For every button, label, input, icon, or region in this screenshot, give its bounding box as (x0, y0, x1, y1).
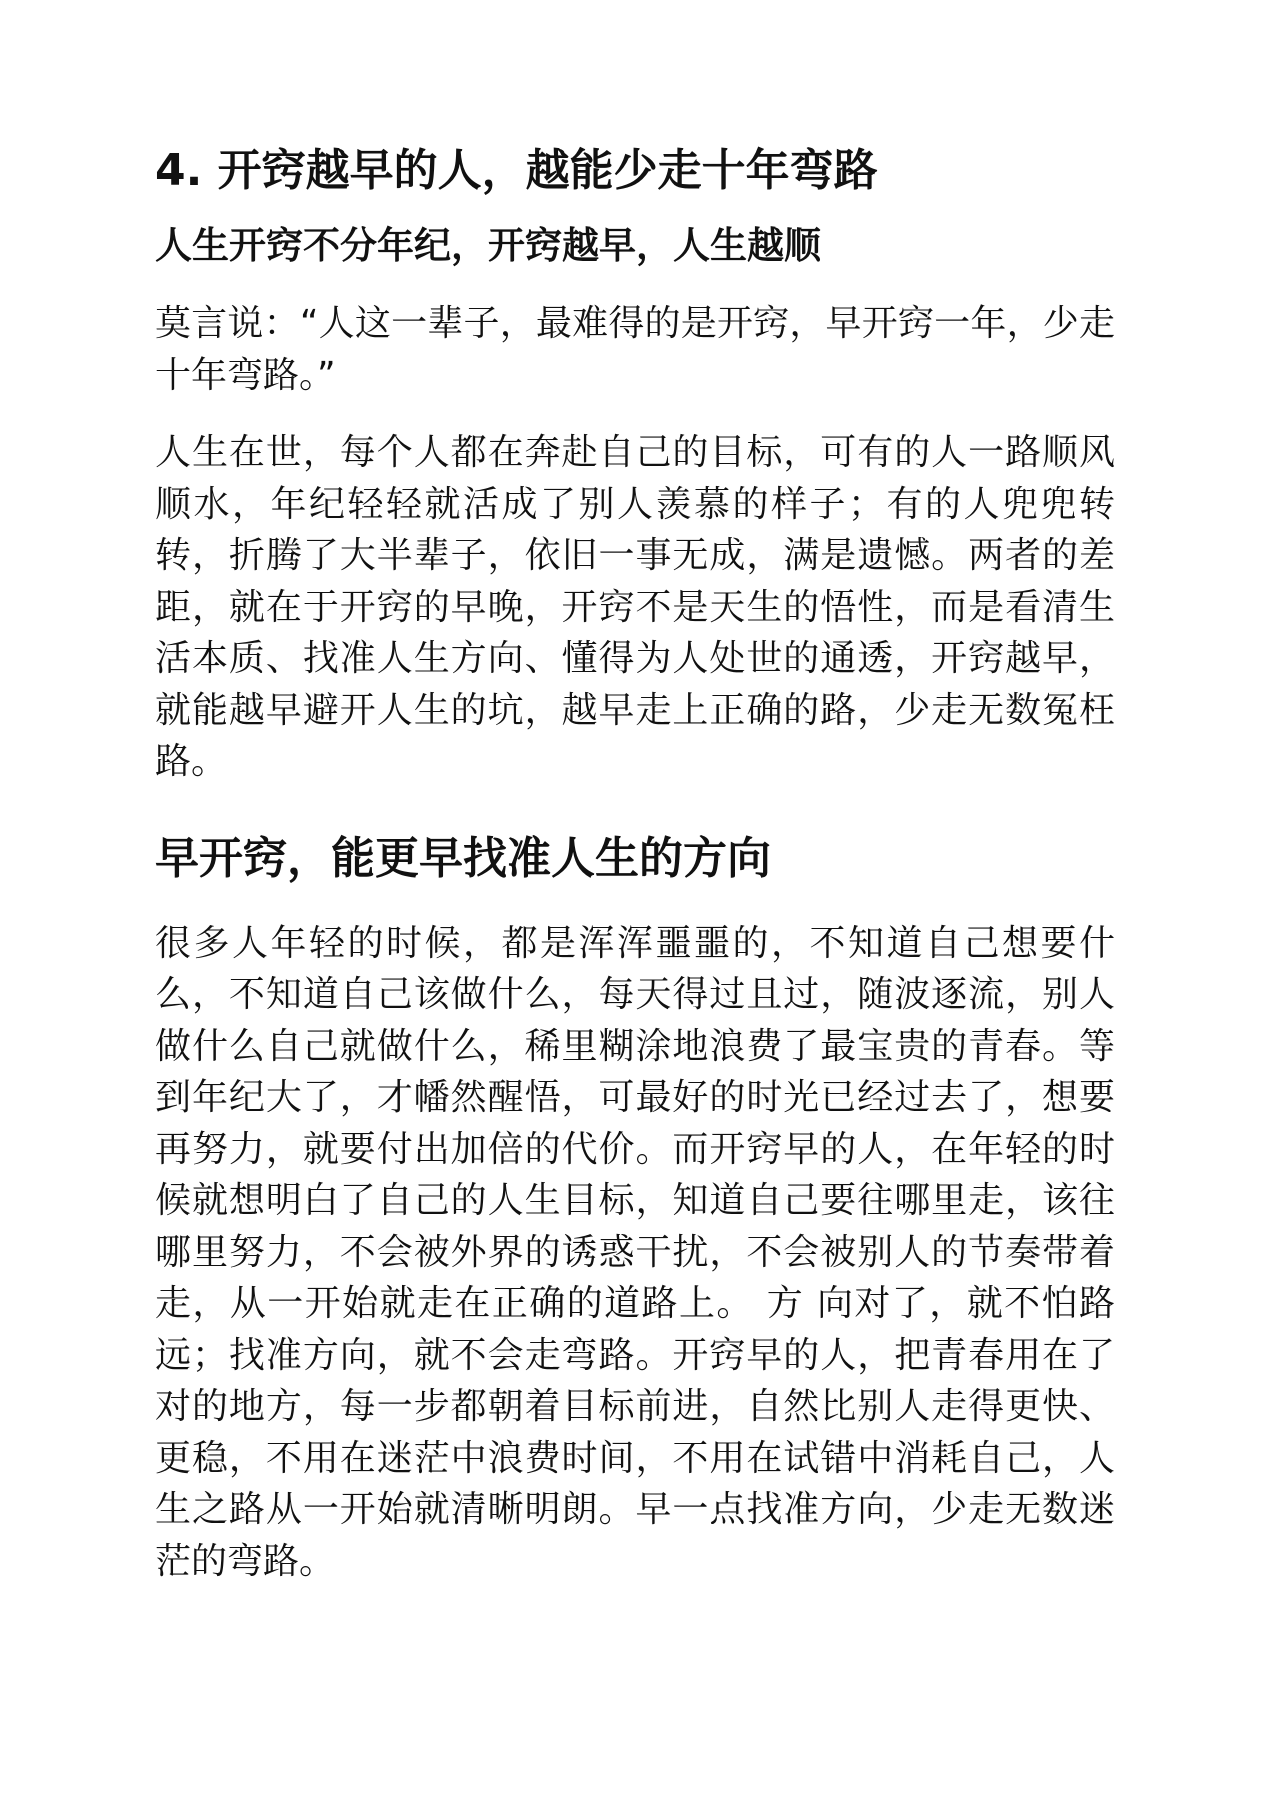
body-paragraph-1: 人生在世，每个人都在奔赴自己的目标，可有的人一路顺风顺水，年纪轻轻就活成了别人羡慕的样子；有的人兜兜转转，折腾了大半辈子，依旧一事无成，满是遗憾。两者的差距，就在于开窍的早晚，开窍不是天生的悟性，而是看清生活本质、找准人生方向、懂得为人处世的通透，开窍越早，就能越早避开人生的坑，越早走上正确的路，少走无数冤枉路。 (155, 432, 1115, 782)
article-subtitle: 人生开窍不分年纪，开窍越早，人生越顺 (155, 224, 821, 267)
article (155, 140, 1115, 1587)
body-paragraph-2: 很多人年轻的时候，都是浑浑噩噩的，不知道自己想要什么，不知道自己该做什么，每天得过且过，随波逐流，别人做什么自己就做什么，稀里糊涂地浪费了最宝贵的青春。等到年纪大了，才幡然醒悟，可最好的时光已经过去了，想要再努力，就要付出加倍的代价。而开窍早的人，在年轻的时候就想明白了自己的人生目标，知道自己要往哪里走，该往哪里努力，不会被外界的诱惑干扰，不会被别人的节奏带着走，从一开始就走在正确的道路上。 方 向对了，就不怕路远；找准方向，就不会走弯路。开窍早的人，把青春用在了对的地方，每一步都朝着目标前进，自然比别人走得更快、更稳，不用在迷茫中浪费时间，不用在试错中消耗自己，人生之路从一开始就清晰明朗。早一点找准方向，少走无数迷茫的弯路。 (155, 922, 1115, 1582)
section-heading: 早开窍，能更早找准人生的方向 (155, 832, 771, 884)
quote-paragraph: 莫言说：“人这一辈子，最难得的是开窍，早开窍一年，少走十年弯路。” (155, 303, 1115, 396)
article-title: 4. 开窍越早的人，越能少走十年弯路 (155, 145, 878, 196)
